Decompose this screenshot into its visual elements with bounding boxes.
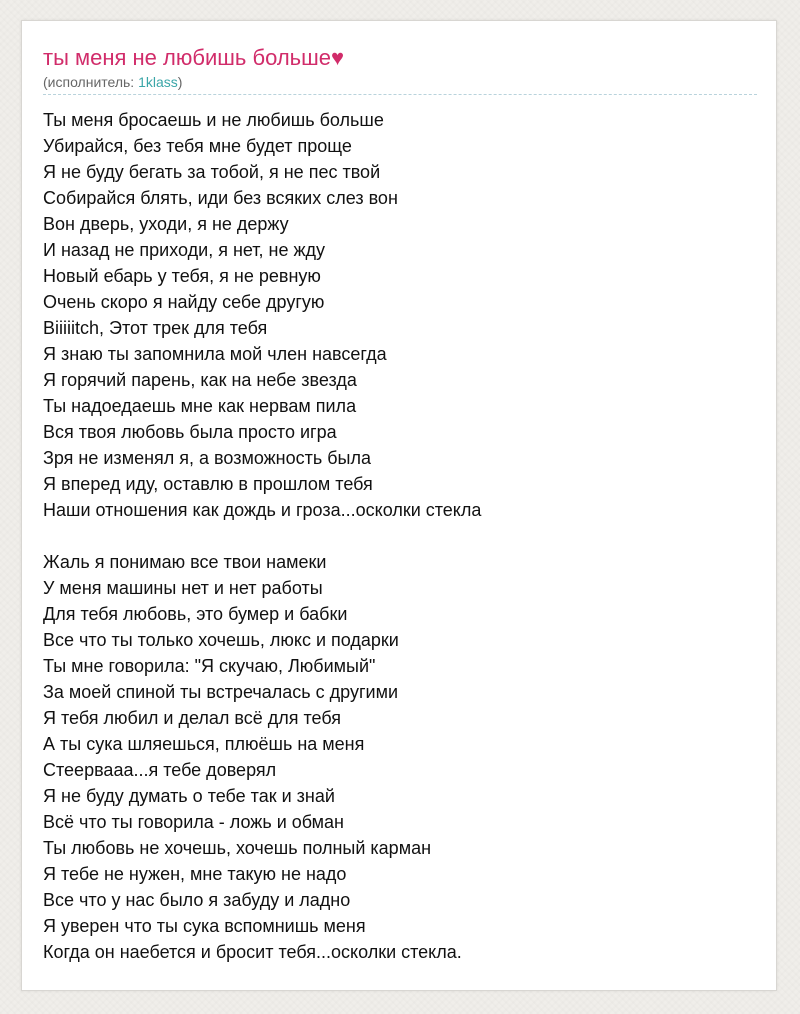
lyric-line: Очень скоро я найду себе другую [43, 292, 325, 312]
artist-suffix: ) [177, 74, 183, 90]
artist-line [43, 73, 182, 91]
header-divider [43, 94, 757, 95]
lyric-line: Все что ты только хочешь, люкс и подарки [43, 630, 399, 650]
lyric-line: Я не буду думать о тебе так и знай [43, 786, 335, 806]
lyric-line: Наши отношения как дождь и гроза...осколки стекла [43, 500, 482, 520]
song-title [43, 45, 344, 71]
lyric-line: Вся твоя любовь была просто игра [43, 422, 337, 442]
lyric-line: Убирайся, без тебя мне будет проще [43, 136, 352, 156]
lyric-line: Ты мне говорила: "Я скучаю, Любимый" [43, 656, 376, 676]
lyric-line: Новый ебарь у тебя, я не ревную [43, 266, 321, 286]
lyric-line: Я тебя любил и делал всё для тебя [43, 708, 342, 728]
lyrics-stanza [43, 549, 757, 965]
song-title-text: ты меня не любишь больше [43, 45, 332, 70]
lyric-line: Ты меня бросаешь и не любишь больше [43, 110, 384, 130]
lyric-line: Ты надоедаешь мне как нервам пила [43, 396, 357, 416]
lyric-line: Я знаю ты запомнила мой член навсегда [43, 344, 387, 364]
lyric-line: Все что у нас было я забуду и ладно [43, 890, 351, 910]
lyrics-body [43, 107, 757, 965]
lyric-line: За моей спиной ты встречалась с другими [43, 682, 398, 702]
lyric-line: Ты любовь не хочешь, хочешь полный карман [43, 838, 432, 858]
lyric-line: Когда он наебется и бросит тебя...осколки стекла. [43, 942, 462, 962]
lyric-line: Всё что ты говорила - ложь и обман [43, 812, 344, 832]
lyric-line: А ты сука шляешься, плюёшь на меня [43, 734, 365, 754]
lyric-line: Я уверен что ты сука вспомнишь меня [43, 916, 366, 936]
lyric-line: У меня машины нет и нет работы [43, 578, 323, 598]
lyric-line: Я горячий парень, как на небе звезда [43, 370, 357, 390]
lyrics-stanza [43, 107, 757, 523]
artist-link[interactable]: 1klass [138, 74, 178, 90]
lyric-line: Biiiiitch, Этот трек для тебя [43, 318, 268, 338]
lyric-line: И назад не приходи, я нет, не жду [43, 240, 326, 260]
lyric-line: Стеервааа...я тебе доверял [43, 760, 277, 780]
lyric-line: Собирайся блять, иди без всяких слез вон [43, 188, 398, 208]
lyric-line: Для тебя любовь, это бумер и бабки [43, 604, 348, 624]
lyric-line: Я тебе не нужен, мне такую не надо [43, 864, 347, 884]
lyric-line: Жаль я понимаю все твои намеки [43, 552, 327, 572]
lyric-line: Вон дверь, уходи, я не держу [43, 214, 289, 234]
lyric-line: Зря не изменял я, а возможность была [43, 448, 372, 468]
heart-icon: ♥ [331, 45, 345, 70]
artist-prefix: (исполнитель: [43, 74, 139, 90]
lyric-line: Я вперед иду, оставлю в прошлом тебя [43, 474, 373, 494]
lyrics-card [21, 20, 777, 991]
lyric-line: Я не буду бегать за тобой, я не пес твой [43, 162, 381, 182]
